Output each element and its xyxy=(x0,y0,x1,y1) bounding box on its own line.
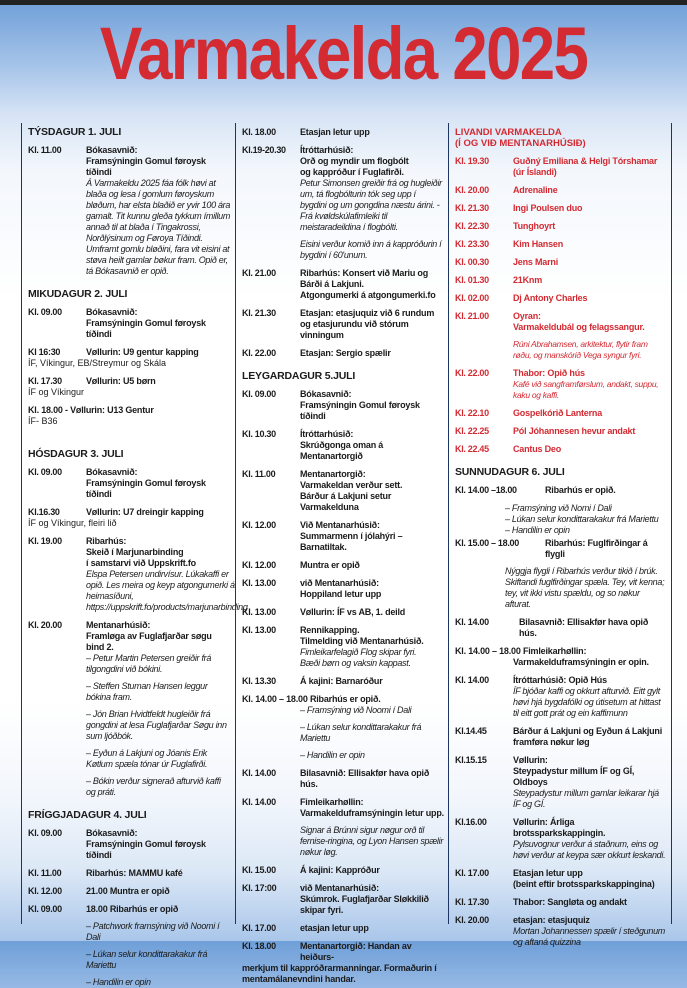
event-title: (beint eftir brotssparkskappingina) xyxy=(513,879,655,889)
event xyxy=(242,797,444,858)
event-title: Kl. 18.00 - Vøllurin: U13 Gentur xyxy=(28,405,154,415)
event-title: Pól Jóhannesen hevur andakt xyxy=(513,426,636,436)
event-title: og etasjurundu við stórum vinningum xyxy=(300,319,409,340)
event-time: Kl. 00.30 xyxy=(455,257,489,267)
event-description: ÍF- B36 xyxy=(28,416,58,426)
event xyxy=(242,578,444,600)
event-items xyxy=(455,503,667,536)
day-heading-wednesday: MIKUDAGUR 2. JULI xyxy=(28,288,128,300)
event-item: – Handilin er opin xyxy=(505,525,570,535)
event-description: Elspa Petersen undirvísur. Lúkakaffi er opið. Les meira og keyp atgongumerki á heimasíðuni, https://uppskrift.fo/products/marjunarbinding xyxy=(86,569,248,612)
event-time: Kl. 11.00 xyxy=(28,868,62,878)
event-item: – Framsýning við Nomi í Dali xyxy=(505,503,612,513)
event-title: Bilasavnið: Ellisakfør hava opið hús. xyxy=(519,617,649,638)
event-title: Framsýningin Gomul føroysk tíðindi xyxy=(86,839,206,860)
event-title: Ingi Poulsen duo xyxy=(513,203,583,213)
event-time: Kl. 22.45 xyxy=(455,444,489,454)
event-title: Steypadystur millum ÍF og GÍ, Oldboys xyxy=(513,766,635,787)
event xyxy=(455,185,667,196)
event xyxy=(28,507,231,529)
event-title: Thabor: Sangløta og andakt xyxy=(513,897,627,907)
event-title: Kim Hansen xyxy=(513,239,564,249)
column-2 xyxy=(235,123,448,984)
event xyxy=(242,469,444,513)
event-time: Kl. 19.00 xyxy=(28,536,62,546)
event xyxy=(455,293,667,304)
event xyxy=(455,221,667,232)
event-time: Kl.15.15 xyxy=(455,755,487,765)
event-title: Framsýningin Gomul føroysk tíðindi xyxy=(86,156,206,177)
event xyxy=(455,646,667,668)
event xyxy=(455,915,667,948)
event-place: Bókasavnið: xyxy=(86,467,138,477)
event-time: Kl. 17.30 xyxy=(28,376,62,386)
event-title: Varmakeldan verður sett. xyxy=(300,480,403,490)
event xyxy=(455,257,667,268)
event-time: Kl. 21.30 xyxy=(455,203,489,213)
event-time: Kl. 17.00 xyxy=(242,923,276,933)
event-time: Kl. 20.00 xyxy=(455,185,489,195)
event-time: Kl. 14.00 xyxy=(242,797,276,807)
event-description: Fimleikarfelagið Flog skipar fyri. xyxy=(300,647,417,657)
event xyxy=(242,127,444,138)
event xyxy=(242,268,444,301)
event-title: Guðný Emiliana & Helgi Tórshamar xyxy=(513,156,658,166)
event-title: Skrúðgonga oman á Mentanartorgið xyxy=(300,440,384,461)
event-title: skipar fyri. xyxy=(300,905,344,915)
event xyxy=(242,429,444,462)
event-time: Kl. 12.00 xyxy=(28,886,62,896)
event-description: ÍF og Víkingur xyxy=(28,387,85,397)
day-heading-thursday: HÓSDAGUR 3. JULI xyxy=(28,448,124,460)
event-title: Etasjan letur upp xyxy=(300,127,370,137)
event-time: Kl. 22.10 xyxy=(455,408,489,418)
event-item: – Bókin verður signerað afturvið kaffi og práti. xyxy=(86,776,221,797)
event-title: Tunghoyrt xyxy=(513,221,556,231)
event xyxy=(28,868,231,879)
event xyxy=(242,694,444,761)
event-title: Framsýningin Gomul føroysk tíðindi xyxy=(300,400,420,421)
event-time: Kl. 12.00 xyxy=(242,520,276,530)
event xyxy=(455,617,667,639)
event-time: Kl. 23.30 xyxy=(455,239,489,249)
live-heading-subtitle: (Í OG VIÐ MENTANARHÚSIÐ) xyxy=(455,138,586,149)
event-time: Kl. 09.00 xyxy=(28,307,62,317)
event-title: 21Knm xyxy=(513,275,543,285)
event-description: ÍF og Víkingur, fleiri lið xyxy=(28,518,117,528)
event-time: Kl. 02.00 xyxy=(455,293,489,303)
event-time: Kl. 12.00 xyxy=(242,560,276,570)
event-title: framføra nøkur løg xyxy=(513,737,590,747)
event-description: Rúni Abrahamsen, arkitektur, flytir fram røðu, og manskórið Vega syngur fyri. xyxy=(513,339,648,360)
event-title: Hoppiland letur upp xyxy=(300,589,382,599)
event-title: Varmakelduframsýningin er opin. xyxy=(513,657,649,667)
event-item: – Eyðun á Lakjuni og Jóanis Erik Køtlum spæla tónar úr Fuglafirði. xyxy=(86,748,208,769)
event xyxy=(455,485,667,496)
event-time: Kl. 09.00 xyxy=(28,828,62,838)
event-title: Orð og myndir um flogbólt xyxy=(300,156,409,166)
event-title: Etasjan letur upp xyxy=(513,868,583,878)
event-time: Kl. 14.00 xyxy=(455,675,489,685)
event-description: Kafé við sangframførslum, andakt, suppu, kaku og kaffi. xyxy=(513,379,659,400)
event-title: Atgongumerki á atgongumerki.fo xyxy=(300,290,436,300)
event-place: Oyran: xyxy=(513,311,541,321)
event-title: Adrenaline xyxy=(513,185,558,195)
event-time: Kl. 18.00 xyxy=(242,127,276,137)
event-time: Kl. 11.00 xyxy=(28,145,62,155)
live-heading xyxy=(455,127,667,149)
event-title: Vøllurin: Árliga brotssparkskappingin. xyxy=(513,817,606,838)
event xyxy=(28,405,231,427)
event-item: – Lúkan selur kondittarakakur frá Mariettu xyxy=(300,722,422,743)
event-place: Bókasavnið: xyxy=(86,828,138,838)
event-title: Skúmrok. Fuglafjarðar Sløkkilið xyxy=(300,894,429,904)
event-time: Kl. 11.00 xyxy=(242,469,276,479)
event xyxy=(28,307,231,340)
event-item: – Framsýning við Noomi í Dali xyxy=(300,705,412,715)
event-time: Kl. 14.00 – 18.00 Fimleikarhøllin: xyxy=(455,646,587,656)
event-description: Bæði børn og vaksin kappast. xyxy=(300,658,411,668)
column-3 xyxy=(448,123,672,947)
event xyxy=(242,607,444,618)
event xyxy=(28,904,231,988)
event-title: og kappróður í Fuglafirði. xyxy=(300,167,404,177)
event xyxy=(455,868,667,890)
event-time: Kl. 13.30 xyxy=(242,676,276,686)
event-time: Kl.16.30 xyxy=(28,507,60,517)
event-title: Thabor: Opið hús xyxy=(513,368,585,378)
event-description: ÍF, Víkingur, EB/Streymur og Skála xyxy=(28,358,167,368)
event-title: Varmakelduframsýningin letur upp. xyxy=(300,808,444,818)
event-description: Mortan Johannessen spælir í steðgunum og aftaná quizzina xyxy=(513,926,665,947)
event-time: Kl. 22.30 xyxy=(455,221,489,231)
event-title: í samstarvi við Uppskrift.fo xyxy=(86,558,196,568)
event-time: Kl. 15.00 – 18.00 xyxy=(455,538,519,548)
event-time: Kl. 14.00 xyxy=(242,768,276,778)
event-item: – Jón Brian Hvidtfeldt hugleiðir frá gongdini at lesa Fuglafjarðar Søgu inn sum ljóðbók. xyxy=(86,709,227,741)
event xyxy=(242,348,444,359)
event-time: Kl. 13.00 xyxy=(242,578,276,588)
event xyxy=(455,426,667,437)
event xyxy=(242,520,444,553)
event-description: Nýggja flygli í Ribarhús verður tikið í brúk. Skiftandi fuglfirðingar spæla. Tey, vit kenna; tey, vit ikki vistu spældu, og so nøkur afturat. xyxy=(505,566,665,609)
event-title: Tilmelding við Mentanarhúsið. xyxy=(300,636,424,646)
event-title: Ribarhús er opið. xyxy=(545,485,616,495)
event-title: Framsýningin Gomul føroysk tíðindi xyxy=(86,318,206,339)
event xyxy=(28,376,231,398)
event-item: – Patchwork framsýning við Noomi í Dali xyxy=(86,921,220,942)
event-title: Summarmenn í jólahýri – Barnatiltak. xyxy=(300,531,403,552)
event-title: Cantus Deo xyxy=(513,444,562,454)
event-place: Mentanartorgið: xyxy=(300,469,366,479)
event-time: Kl. 17.00 xyxy=(455,868,489,878)
event-title: Gospelkórið Lanterna xyxy=(513,408,603,418)
event-title: Bilasavnið: Ellisakfør hava opið hús. xyxy=(300,768,430,789)
event xyxy=(242,768,444,790)
event xyxy=(455,897,667,908)
event-time: Kl. 13.00 xyxy=(242,625,276,635)
event-time: Kl. 09.00 xyxy=(242,389,276,399)
event-time: Kl. 10.30 xyxy=(242,429,276,439)
event xyxy=(455,444,667,455)
day-heading-sunday: SUNNUDAGUR 6. JULI xyxy=(455,466,565,478)
event-time: Kl. 01.30 xyxy=(455,275,489,285)
event-title: Kl. 14.00 – 18.00 Ribarhús er opið. xyxy=(242,694,381,704)
event-time: Kl. 09.00 xyxy=(28,467,62,477)
event-item: – Handilin er opin xyxy=(300,750,365,760)
event-description: Petur Simonsen greiðir frá og hugleiðir um, tá flogbólturin tók seg upp í bygdini og um gongdina næstu árini. - Frá kvøldskúlafimleiki til meistaradeildina í flogbólti. xyxy=(300,178,442,232)
event-title: Ítróttarhúsið: Opið Hús xyxy=(513,675,607,685)
event-description: Eisini verður komið inn á kappróðurin í bygdini í 60'unum. xyxy=(300,239,442,260)
event xyxy=(455,817,667,861)
event-item: – Petur Martin Petersen greiðir frá tilgongdini við bókini. xyxy=(86,653,212,674)
column-1 xyxy=(21,123,248,987)
event xyxy=(28,467,231,500)
event-title: Ribarhús: Fuglfirðingar á flygli xyxy=(545,538,648,559)
event-description: Steypadystur millum gamlar leikarar hjá ÍF og GÍ. xyxy=(513,788,659,809)
event-place: við Mentanarhúsið: xyxy=(300,883,379,893)
event-time: Kl. 14.00 –18.00 xyxy=(455,485,517,495)
event-description: Signar á Brúnni sigur nøgur orð til fernise-ringina, og Lyon Hansen spælir nøkur løg. xyxy=(300,825,444,857)
event-item: – Steffen Stuman Hansen leggur bókina fram. xyxy=(86,681,208,702)
event-place: Mentanarhúsið: xyxy=(86,620,151,630)
event-description: Á Varmakeldu 2025 fáa fólk høvi at blaða og lesa í gomlum føroyskum bløðum, har elsta blaðið er yvir 100 ára gamalt. Tit kunnu gleða tykkum ímillum annað til at blaða í Tingakrossi, Norðlýsinum og Føroya Tíðindi. Umframt gomlu bløðini, fara vit eisini at støva heilt gamlar bøkur fram. Opið er, tá Bókasavnið er opið. xyxy=(86,178,231,276)
event-time: Kl. 21.00 xyxy=(242,268,276,278)
day-heading-friday: FRÍGGJADAGUR 4. JULI xyxy=(28,809,147,821)
event xyxy=(455,408,667,419)
event-time: Kl. 22.00 xyxy=(242,348,276,358)
event xyxy=(455,239,667,250)
event xyxy=(242,625,444,669)
event xyxy=(242,308,444,341)
live-heading-title: LIVANDI VARMAKELDA xyxy=(455,127,562,138)
event-title: Bárður á Lakjuni og Eyðun á Lakjuni xyxy=(513,726,663,736)
event-title: Skeið í Marjunarbinding xyxy=(86,547,184,557)
event-title: Etasjan: etasjuquiz við 6 rundum xyxy=(300,308,435,318)
event-place: Ítróttarhúsið: xyxy=(300,429,354,439)
event-time: Kl. 14.00 xyxy=(455,617,489,627)
event-place: Bókasavnið: xyxy=(86,307,138,317)
event-place: Ribarhús: xyxy=(86,536,127,546)
event-title: Á kajini: Barnaróður xyxy=(300,676,383,686)
event-item: – Lúkan selur kondittarakakur frá Mariettu xyxy=(505,514,659,524)
event-description: merkjum til kappróðrarmanningar. Formaðurin í mentamálanevndini handar. xyxy=(242,963,437,984)
event-time: Kl. 09.00 xyxy=(28,904,62,914)
event xyxy=(455,275,667,286)
event-time: Kl. 21.00 xyxy=(455,311,489,321)
event-place: Vøllurin: xyxy=(513,755,548,765)
event-place: Við Mentanarhúsið: xyxy=(300,520,380,530)
event-title: Framsýningin Gomul føroysk tíðindi xyxy=(86,478,206,499)
event-time: Kl.19-20.30 xyxy=(242,145,286,155)
event-title: Muntra er opið xyxy=(300,560,360,570)
event-description: Pylsuvognur verður á staðnum, eins og høvi verður at keypa sær okkurt leskandi. xyxy=(513,839,666,860)
event-time: Kl. 22.00 xyxy=(455,368,489,378)
event xyxy=(28,828,231,861)
event-title: etasjan: etasjuquiz xyxy=(513,915,590,925)
event xyxy=(28,620,231,798)
event-title: Framløga av Fuglafjarðar søgu bind 2. xyxy=(86,631,212,652)
event xyxy=(28,536,248,613)
event-title: Ribarhús: Konsert við Mariu og xyxy=(300,268,429,278)
event xyxy=(455,311,667,361)
event-title: Ribarhús: MAMMU kafé xyxy=(86,868,183,878)
event xyxy=(242,145,444,261)
event xyxy=(28,886,231,897)
event-title: Vøllurin: U5 børn xyxy=(86,376,156,386)
event-time: Kl. 20.00 xyxy=(28,620,62,630)
event-time: Kl. 13.00 xyxy=(242,607,276,617)
event-title: Bárður á Lakjuni setur Varmakelduna xyxy=(300,491,392,512)
event xyxy=(242,865,444,876)
event-title: Bárði á Lakjuni. xyxy=(300,279,364,289)
event-title: Vøllurin: ÍF vs AB, 1. deild xyxy=(300,607,406,617)
event-title: Vøllurin: U7 dreingir kapping xyxy=(86,507,204,517)
event xyxy=(455,675,667,719)
event-place: Bókasavnið: xyxy=(86,145,138,155)
event-time: Kl. 20.00 xyxy=(455,915,489,925)
event-place: Bókasavnið: xyxy=(300,389,352,399)
event-time: Kl. 18.00 xyxy=(242,941,276,951)
event xyxy=(242,941,444,985)
event-time: Kl.16.00 xyxy=(455,817,487,827)
event-place: Fimleikarhøllin: xyxy=(300,797,364,807)
event-title: Varmakeldubál og felagssangur. xyxy=(513,322,645,332)
event-title: Á kajini: Kappróður xyxy=(300,865,380,875)
event-time: Kl. 19.30 xyxy=(455,156,489,166)
event-description: ÍF bjóðar kaffi og okkurt afturvið. Eitt gylt høvi hjá bygdafólki og útisetum at hittast til eitt gott prát og ein kaffimunn xyxy=(513,686,661,718)
event-title: 21.00 Muntra er opið xyxy=(86,886,170,896)
event-title: Mentanartorgið: Handan av heiðurs- xyxy=(300,941,412,962)
event-time: Kl. 17:00 xyxy=(242,883,277,893)
event-time: Kl. 21.30 xyxy=(242,308,276,318)
event xyxy=(455,156,667,178)
event-time: Kl. 22.25 xyxy=(455,426,489,436)
event-item: – Lúkan selur kondittarakakur frá Mariettu xyxy=(86,949,208,970)
event xyxy=(28,145,231,277)
event xyxy=(28,347,231,369)
event xyxy=(242,883,444,916)
event-item: – Handilin er opin xyxy=(86,977,151,987)
event xyxy=(455,755,667,810)
event xyxy=(242,923,444,934)
event xyxy=(242,560,444,571)
day-heading-tuesday: TÝSDAGUR 1. JULI xyxy=(28,126,122,138)
event-place: Ítróttarhúsið: xyxy=(300,145,354,155)
event-title: Dj Antony Charles xyxy=(513,293,588,303)
event-time: Kl.14.45 xyxy=(455,726,487,736)
event-title: Vøllurin: U9 gentur kapping xyxy=(86,347,199,357)
event xyxy=(455,203,667,214)
event-place: við Mentanarhúsið: xyxy=(300,578,379,588)
day-heading-saturday: LEYGARDAGUR 5.JULI xyxy=(242,370,356,382)
event-title: Jens Marni xyxy=(513,257,559,267)
poster-title: Varmakelda 2025 xyxy=(99,12,588,95)
event-time: Kl. 15.00 xyxy=(242,865,276,875)
event-title: etasjan letur upp xyxy=(300,923,369,933)
event xyxy=(242,389,444,422)
event xyxy=(455,726,667,748)
event-title: (úr Íslandi) xyxy=(513,167,557,177)
event-time: Kl 16:30 xyxy=(28,347,61,357)
event xyxy=(455,538,667,610)
event-place: Rennikapping. xyxy=(300,625,360,635)
event-time: Kl. 17.30 xyxy=(455,897,489,907)
event-title: 18.00 Ribarhús er opið xyxy=(86,904,179,914)
event xyxy=(242,676,444,687)
event-title: Etasjan: Sergio spælir xyxy=(300,348,391,358)
event xyxy=(455,368,667,401)
